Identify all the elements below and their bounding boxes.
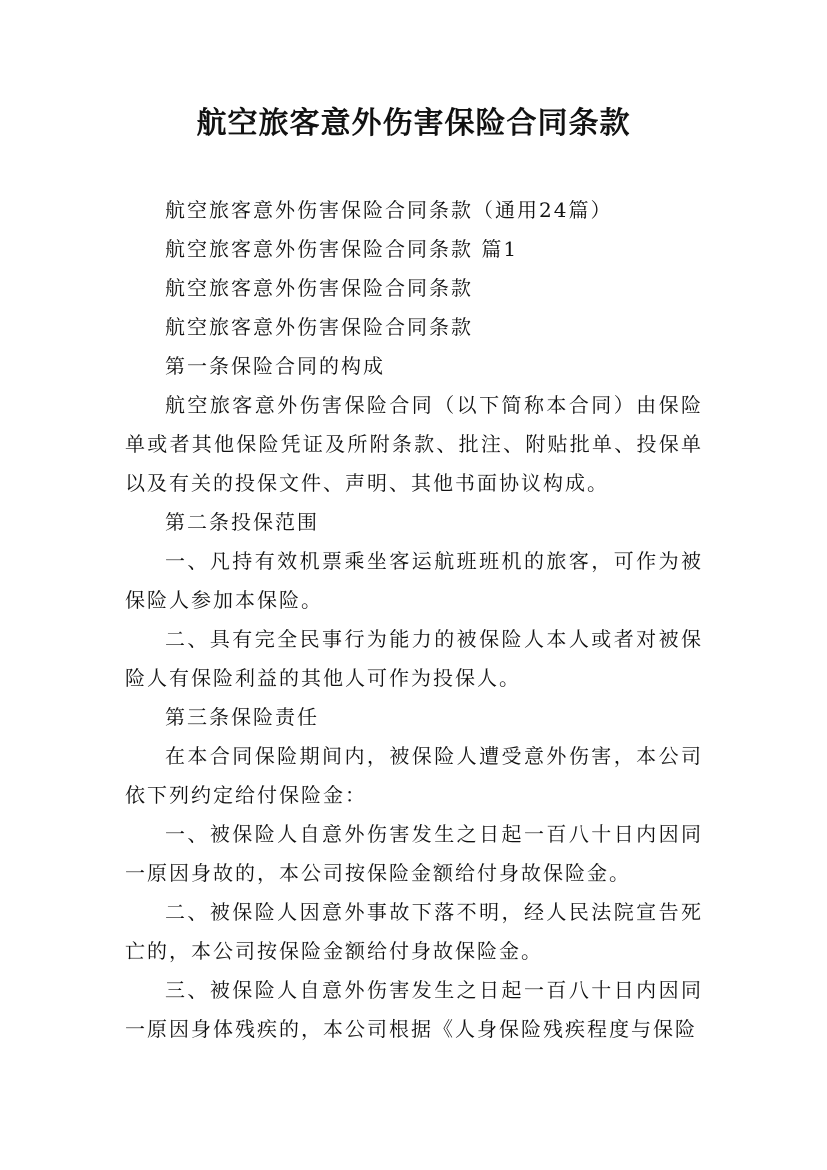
paragraph: 航空旅客意外伤害保险合同（以下简称本合同）由保险单或者其他保险凭证及所附条款、批注、附贴批单、投保单以及有关的投保文件、声明、其他书面协议构成。 — [125, 393, 703, 495]
paragraph: 在本合同保险期间内，被保险人遭受意外伤害，本公司依下列约定给付保险金： — [125, 744, 703, 807]
paragraph: 一、被保险人自意外伤害发生之日起一百八十日内因同一原因身故的，本公司按保险金额给付身故保险金。 — [125, 822, 703, 885]
paragraph: 二、具有完全民事行为能力的被保险人本人或者对被保险人有保险利益的其他人可作为投保人。 — [125, 627, 703, 690]
paragraph: 三、被保险人自意外伤害发生之日起一百八十日内因同一原因身体残疾的，本公司根据《人身保险残疾程度与保险 — [125, 978, 703, 1041]
document-body — [125, 191, 703, 1049]
article-heading-1: 第一条保险合同的构成 — [165, 354, 385, 378]
document-title: 航空旅客意外伤害保险合同条款 — [196, 106, 631, 141]
paragraph: 一、凡持有效机票乘坐客运航班班机的旅客，可作为被保险人参加本保险。 — [125, 549, 703, 612]
article-heading-2: 第二条投保范围 — [165, 510, 319, 534]
article-heading-3: 第三条保险责任 — [165, 705, 319, 729]
paragraph-heading: 航空旅客意外伤害保险合同条款 — [165, 276, 473, 300]
paragraph: 二、被保险人因意外事故下落不明，经人民法院宣告死亡的，本公司按保险金额给付身故保险金。 — [125, 900, 703, 963]
paragraph-subtitle: 航空旅客意外伤害保险合同条款（通用24篇） — [165, 198, 613, 222]
paragraph-heading: 航空旅客意外伤害保险合同条款 — [165, 315, 473, 339]
paragraph-section-heading: 航空旅客意外伤害保险合同条款 篇1 — [165, 237, 519, 261]
